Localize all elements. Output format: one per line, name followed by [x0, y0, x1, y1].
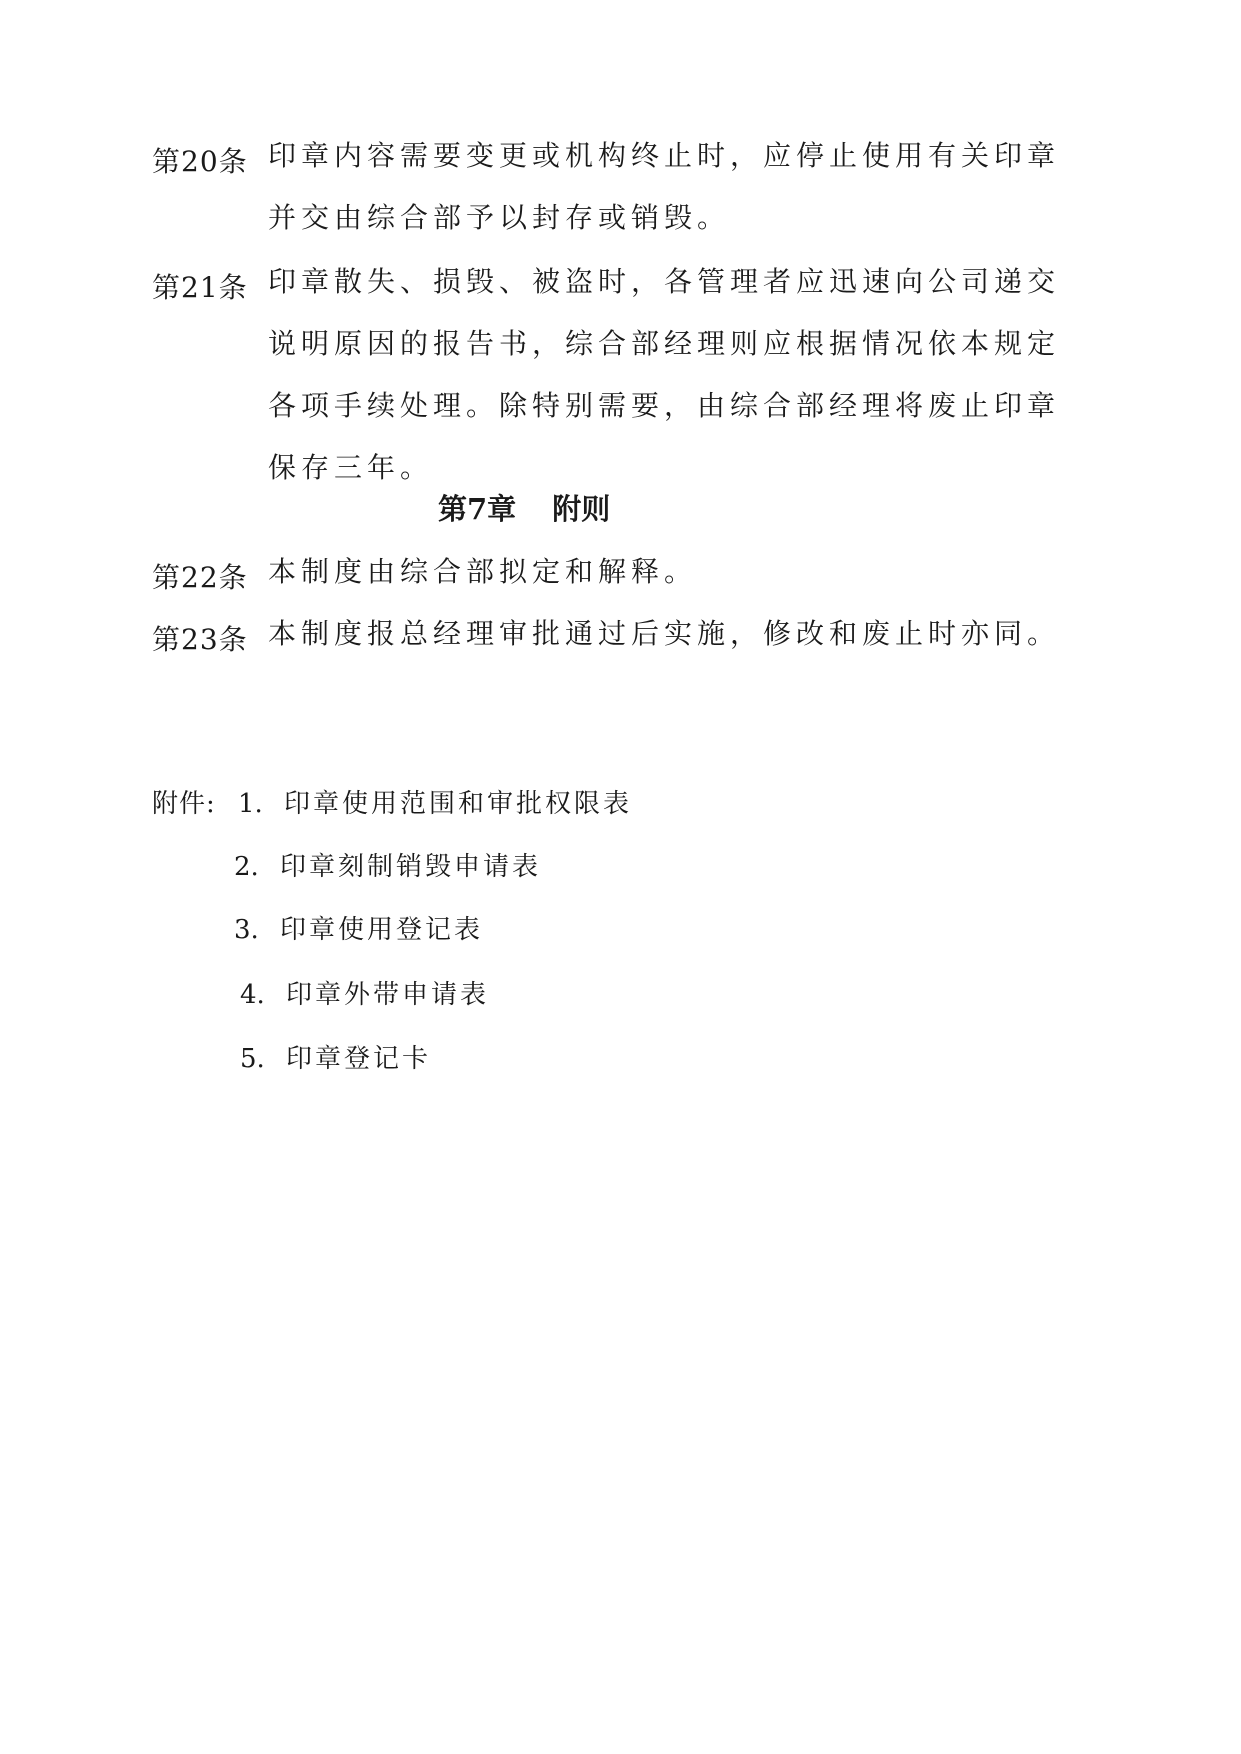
attachment-text: 印章使用登记表 — [280, 915, 484, 945]
attachment-item — [234, 909, 483, 946]
attachment-number: 3. — [234, 915, 259, 945]
attachment-item — [234, 846, 541, 883]
article-text: 本制度报总经理审批通过后实施，修改和废止时亦同。 — [268, 617, 1061, 650]
attachment-text: 印章刻制销毁申请表 — [280, 852, 542, 882]
attachment-item — [240, 974, 489, 1011]
attachment-item — [238, 783, 632, 820]
attachment-number: 4. — [240, 980, 265, 1010]
attachments-label: 附件: — [152, 789, 216, 819]
attachment-number: 1. — [238, 789, 263, 819]
article-text: 印章内容需要变更或机构终止时，应停止使用有关印章并交由综合部予以封存或销毁。 — [268, 139, 1061, 234]
article-text: 印章散失、损毁、被盗时，各管理者应迅速向公司递交说明原因的报告书，综合部经理则应根据情况依本规定各项手续处理。除特别需要，由综合部经理将废止印章保存三年。 — [268, 265, 1061, 484]
article-number: 第22条 — [152, 561, 248, 594]
attachment-item — [240, 1038, 431, 1075]
chapter-number: 第7章 — [438, 492, 517, 526]
attachment-text: 印章外带申请表 — [286, 980, 490, 1010]
attachment-number: 2. — [234, 852, 259, 882]
chapter-heading — [438, 487, 610, 528]
article-number: 第20条 — [152, 145, 248, 178]
article-text: 本制度由综合部拟定和解释。 — [268, 555, 698, 588]
attachment-text: 印章使用范围和审批权限表 — [284, 789, 633, 819]
attachment-text: 印章登记卡 — [286, 1044, 432, 1074]
chapter-title: 附则 — [552, 492, 611, 526]
article-number: 第23条 — [152, 623, 248, 656]
attachment-number: 5. — [240, 1044, 265, 1074]
article-number: 第21条 — [152, 271, 248, 304]
